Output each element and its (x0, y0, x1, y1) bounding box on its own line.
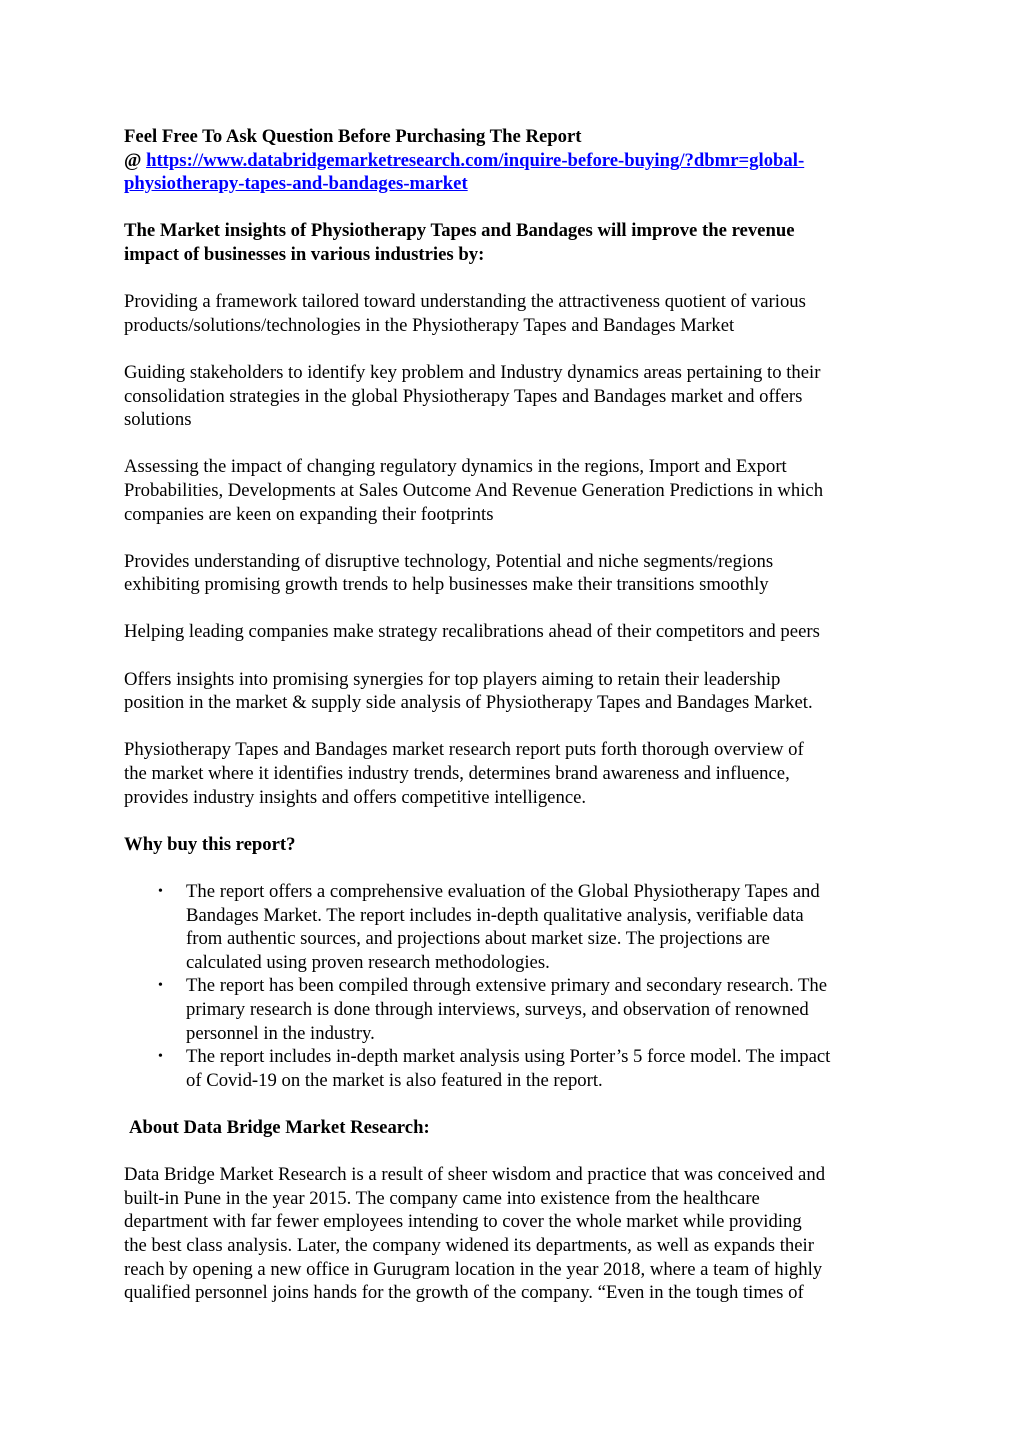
paragraph-line: reach by opening a new office in Gurugram location in the year 2018, where a team of highly (124, 1258, 823, 1280)
inquiry-link-part-2[interactable]: physiotherapy-tapes-and-bandages-market (124, 173, 468, 195)
paragraph-line: provides industry insights and offers competitive intelligence. (124, 786, 587, 808)
spacer (124, 196, 904, 220)
paragraph-line: Guiding stakeholders to identify key problem and Industry dynamics areas pertaining to their (124, 361, 821, 383)
paragraph-line: qualified personnel joins hands for the growth of the company. “Even in the tough times of (124, 1282, 804, 1304)
bullet-icon: • (158, 978, 163, 994)
list-item-line: The report offers a comprehensive evaluation of the Global Physiotherapy Tapes and (186, 881, 820, 902)
insight-paragraph-5 (124, 620, 904, 644)
at-sign: @ (124, 149, 142, 171)
spacer (124, 526, 904, 550)
spacer (124, 856, 904, 880)
insight-paragraph-2 (124, 361, 904, 432)
list-item-line: The report has been compiled through extensive primary and secondary research. The (186, 975, 828, 997)
spacer (124, 715, 904, 739)
about-heading: About Data Bridge Market Research: (129, 1116, 430, 1138)
why-buy-list (124, 880, 904, 1092)
list-item-line: of Covid-19 on the market is also featured in the report. (186, 1069, 603, 1091)
inquiry-link-line-1 (124, 149, 904, 173)
bullet-icon: • (158, 1049, 163, 1065)
paragraph-line: companies are keen on expanding their footprints (124, 503, 494, 525)
document-page (124, 125, 904, 1305)
why-buy-heading: Why buy this report? (124, 833, 296, 855)
spacer (124, 1140, 904, 1164)
inquiry-link-line-2 (124, 172, 904, 196)
spacer (124, 644, 904, 668)
inquiry-section (124, 125, 904, 196)
paragraph-line: products/solutions/technologies in the Physiotherapy Tapes and Bandages Market (124, 314, 735, 336)
paragraph-line: Physiotherapy Tapes and Bandages market research report puts forth thorough overview of (124, 739, 804, 761)
list-item-line: Bandages Market. The report includes in-depth qualitative analysis, verifiable data (186, 904, 804, 926)
list-item-line: calculated using proven research methodologies. (186, 951, 550, 973)
paragraph-line: position in the market & supply side analysis of Physiotherapy Tapes and Bandages Market. (124, 692, 813, 714)
insight-paragraph-7 (124, 738, 904, 809)
spacer (124, 432, 904, 456)
paragraph-line: consolidation strategies in the global Physiotherapy Tapes and Bandages market and offers (124, 385, 803, 407)
list-item-line: personnel in the industry. (186, 1022, 375, 1044)
insight-paragraph-4 (124, 550, 904, 597)
paragraph-line: the market where it identifies industry trends, determines brand awareness and influence, (124, 763, 790, 785)
paragraph-line: exhibiting promising growth trends to help businesses make their transitions smoothly (124, 574, 769, 596)
paragraph-line: Assessing the impact of changing regulatory dynamics in the regions, Import and Export (124, 456, 787, 478)
paragraph-line: Data Bridge Market Research is a result of sheer wisdom and practice that was conceived and (124, 1164, 826, 1186)
about-paragraph (124, 1163, 904, 1305)
spacer (124, 337, 904, 361)
insights-heading-line-1: The Market insights of Physiotherapy Tapes and Bandages will improve the revenue (124, 220, 795, 242)
list-item (124, 880, 904, 974)
paragraph-line: Offers insights into promising synergies for top players aiming to retain their leadership (124, 668, 781, 690)
list-item-line: primary research is done through interviews, surveys, and observation of renowned (186, 998, 809, 1020)
list-item-line: from authentic sources, and projections about market size. The projections are (186, 928, 770, 950)
insights-heading-line-2: impact of businesses in various industries by: (124, 243, 485, 265)
inquiry-link-part-1[interactable]: https://www.databridgemarketresearch.com/inquire-before-buying/?dbmr=global- (146, 149, 805, 171)
spacer (124, 1092, 904, 1116)
insight-paragraph-3 (124, 455, 904, 526)
insight-paragraph-1 (124, 290, 904, 337)
list-item (124, 974, 904, 1045)
inquiry-heading: Feel Free To Ask Question Before Purchasing The Report (124, 126, 582, 147)
paragraph-line: Providing a framework tailored toward understanding the attractiveness quotient of various (124, 291, 806, 313)
bullet-icon: • (158, 884, 163, 899)
paragraph-line: Helping leading companies make strategy recalibrations ahead of their competitors and peers (124, 621, 820, 643)
paragraph-line: the best class analysis. Later, the company widened its departments, as well as expands their (124, 1234, 814, 1256)
paragraph-line: department with far fewer employees intending to cover the whole market while providing (124, 1211, 802, 1233)
paragraph-line: Provides understanding of disruptive technology, Potential and niche segments/regions (124, 550, 774, 572)
list-item (124, 1045, 904, 1092)
paragraph-line: solutions (124, 409, 192, 431)
spacer (124, 267, 904, 291)
insight-paragraph-6 (124, 668, 904, 715)
list-item-line: The report includes in-depth market analysis using Porter’s 5 force model. The impact (186, 1046, 831, 1068)
paragraph-line: built-in Pune in the year 2015. The company came into existence from the healthcare (124, 1187, 760, 1209)
paragraph-line: Probabilities, Developments at Sales Outcome And Revenue Generation Predictions in which (124, 479, 824, 501)
insights-heading (124, 219, 904, 266)
spacer (124, 597, 904, 621)
spacer (124, 809, 904, 833)
